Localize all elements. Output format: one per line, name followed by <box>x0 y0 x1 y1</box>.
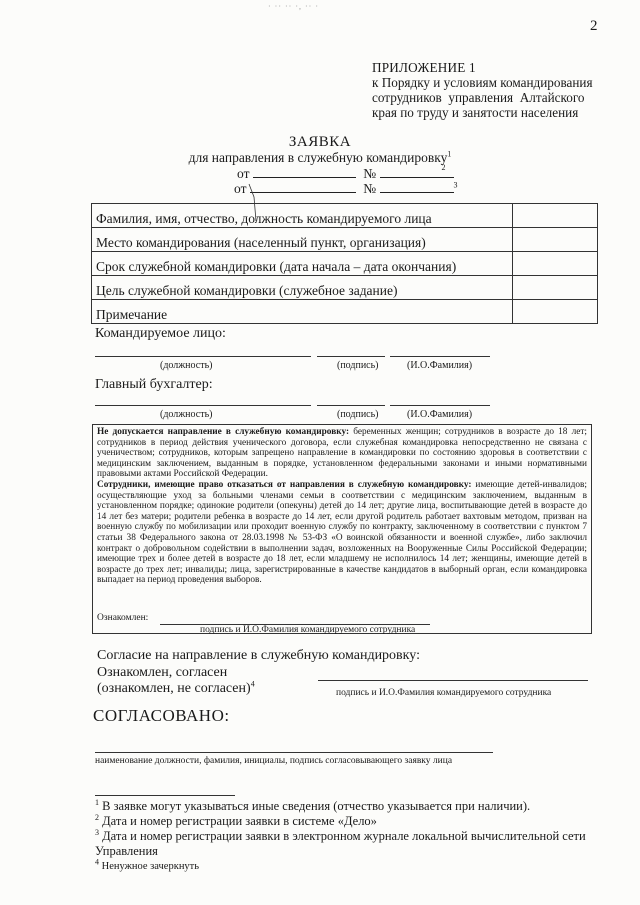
footnote-ref: 1 <box>447 149 452 159</box>
footnote-text: Дата и номер регистрации заявки в системе «Дело» <box>99 814 377 828</box>
row-value[interactable] <box>513 252 598 276</box>
name-caption: (И.О.Фамилия) <box>407 360 473 371</box>
approver-caption: наименование должности, фамилия, инициалы, подпись согласовывающего заявку лица <box>95 756 453 766</box>
consent-option: Ознакомлен, согласен <box>97 665 228 680</box>
footnote-text: В заявке могут указываться иные сведения (отчество указывается при наличии). <box>99 799 531 813</box>
name-sign-line[interactable] <box>390 405 490 406</box>
position-sign-line[interactable] <box>95 356 311 357</box>
accountant-label: Главный бухгалтер: <box>95 377 213 392</box>
appendix-line: сотрудников управления Алтайского <box>372 90 585 105</box>
date-field[interactable] <box>250 180 356 193</box>
footnote-ref: 3 <box>453 180 458 190</box>
footnote <box>95 814 595 829</box>
appendix-line: края по труду и занятости населения <box>372 105 579 120</box>
footnote-number: 1 <box>95 797 99 807</box>
row-value[interactable] <box>513 204 598 228</box>
signature-sign-line[interactable] <box>317 356 385 357</box>
footnote-ref: 2 <box>441 162 446 172</box>
table-row <box>92 276 598 300</box>
position-caption: (должность) <box>160 409 213 420</box>
request-table <box>91 203 598 324</box>
request-subtitle <box>0 150 640 166</box>
appendix-title: ПРИЛОЖЕНИЕ 1 <box>372 60 476 75</box>
traveler-label: Командируемое лицо: <box>95 326 226 341</box>
footnote-text: Ненужное зачеркнуть <box>99 861 200 872</box>
footnote-number: 2 <box>95 812 99 822</box>
consent-title: Согласие на направление в служебную командировку: <box>97 648 420 663</box>
consent-caption: подпись и И.О.Фамилия командируемого сотрудника <box>336 688 552 698</box>
table-row <box>92 252 598 276</box>
number-label: № <box>363 181 377 196</box>
signature-caption: (подпись) <box>337 360 379 371</box>
table-row <box>92 300 598 324</box>
restrictions-notice <box>92 424 592 634</box>
notice-paragraph <box>97 480 587 586</box>
notice-heading: Сотрудники, имеющие право отказаться от направления в служебную командировку: <box>97 479 472 490</box>
acknowledged-caption: подпись и И.О.Фамилия командируемого сотрудника <box>200 625 416 635</box>
signature-caption: (подпись) <box>337 409 379 420</box>
number-label: № <box>363 166 377 181</box>
row-value[interactable] <box>513 276 598 300</box>
consent-option-alt-text: (ознакомлен, не согласен) <box>97 681 251 696</box>
row-value[interactable] <box>513 228 598 252</box>
approved-title: СОГЛАСОВАНО: <box>93 706 230 725</box>
scan-artifact: · ·· ·· ·, ·· · <box>268 2 319 11</box>
approver-sign-line[interactable] <box>95 752 493 753</box>
notice-text: имеющие детей-инвалидов; осуществляющие уход за больными членами семьи в соответствии с медицинским заключением, выданным в установленном порядке; одинокие родители (опекуны) детей до 14 лет; другие лица, воспитывающие детей в возрасте до 14 лет без матери; родители ребенка в возрасте до 14 лет, если другой родитель работает вахтовым методом, призван на военную службу по мобилизации или проходит военную службу по контракту, заключенному в соответствии с пунктом 7 статьи 38 Федерального закона от 28.03.1998 № 53-ФЗ «О воинской обязанности и военной службе», либо заключил контракт о добровольном содействии в выполнении задач, возложенных на Вооруженные Силы Российской Федерации; имеющие трех и более детей в возрасте до 18 лет, если младшему не исполнилось 14 лет; женщины, имеющие детей в возрасте до трех лет; инвалиды; лица, зарегистрированные в качестве кандидатов в выборный орган, если командировка выпадает на период проведения выборов. <box>97 479 587 586</box>
footnote <box>95 859 595 874</box>
notice-heading: Не допускается направление в служебную командировку: <box>97 427 350 437</box>
position-caption: (должность) <box>160 360 213 371</box>
row-label: Цель служебной командировки (служебное задание) <box>92 276 513 300</box>
name-sign-line[interactable] <box>390 356 490 357</box>
appendix-header <box>372 60 612 120</box>
row-value[interactable] <box>513 300 598 324</box>
registration-row-journal <box>234 180 458 197</box>
row-label: Место командирования (населенный пункт, организация) <box>92 228 513 252</box>
consent-option-alt <box>97 681 255 697</box>
footnote <box>95 829 595 859</box>
row-label: Фамилия, имя, отчество, должность командируемого лица <box>92 204 513 228</box>
footnote-number: 4 <box>95 857 99 867</box>
footnote-text: Дата и номер регистрации заявки в электронном журнале локальной вычислительной сети Управления <box>95 829 586 858</box>
appendix-line: к Порядку и условиям командирования <box>372 75 593 90</box>
date-field[interactable] <box>253 165 356 178</box>
position-sign-line[interactable] <box>95 405 311 406</box>
request-subtitle-text: для направления в служебную командировку <box>188 150 448 165</box>
notice-paragraph <box>97 427 587 480</box>
acknowledged-label: Ознакомлен: <box>97 613 149 623</box>
notice-text: беременных женщин; сотрудников в возрасте до 18 лет; сотрудников в период действия ученического договора, если служебная командировка непосредственно не связана с ученичеством; сотрудников, которым запрещено направление в командировки по состоянию здоровья в соответствии с медицинским заключением, выданным в порядке, установленном федеральными законами и иными нормативными правовыми актами Российской Федерации. <box>97 427 587 480</box>
consent-sign-line[interactable] <box>318 680 588 681</box>
table-row <box>92 228 598 252</box>
request-title: ЗАЯВКА <box>288 134 352 150</box>
footnotes <box>95 799 595 874</box>
page-number: 2 <box>590 18 598 34</box>
footnote <box>95 799 595 814</box>
footnote-ref: 4 <box>250 679 255 689</box>
from-label: от <box>237 166 250 181</box>
from-label: от <box>234 181 247 196</box>
row-label: Примечание <box>92 300 513 324</box>
footnote-separator <box>95 795 235 796</box>
row-label: Срок служебной командировки (дата начала – дата окончания) <box>92 252 513 276</box>
signature-sign-line[interactable] <box>317 405 385 406</box>
footnote-number: 3 <box>95 827 99 837</box>
number-field[interactable] <box>380 180 454 193</box>
table-row <box>92 204 598 228</box>
name-caption: (И.О.Фамилия) <box>407 409 473 420</box>
